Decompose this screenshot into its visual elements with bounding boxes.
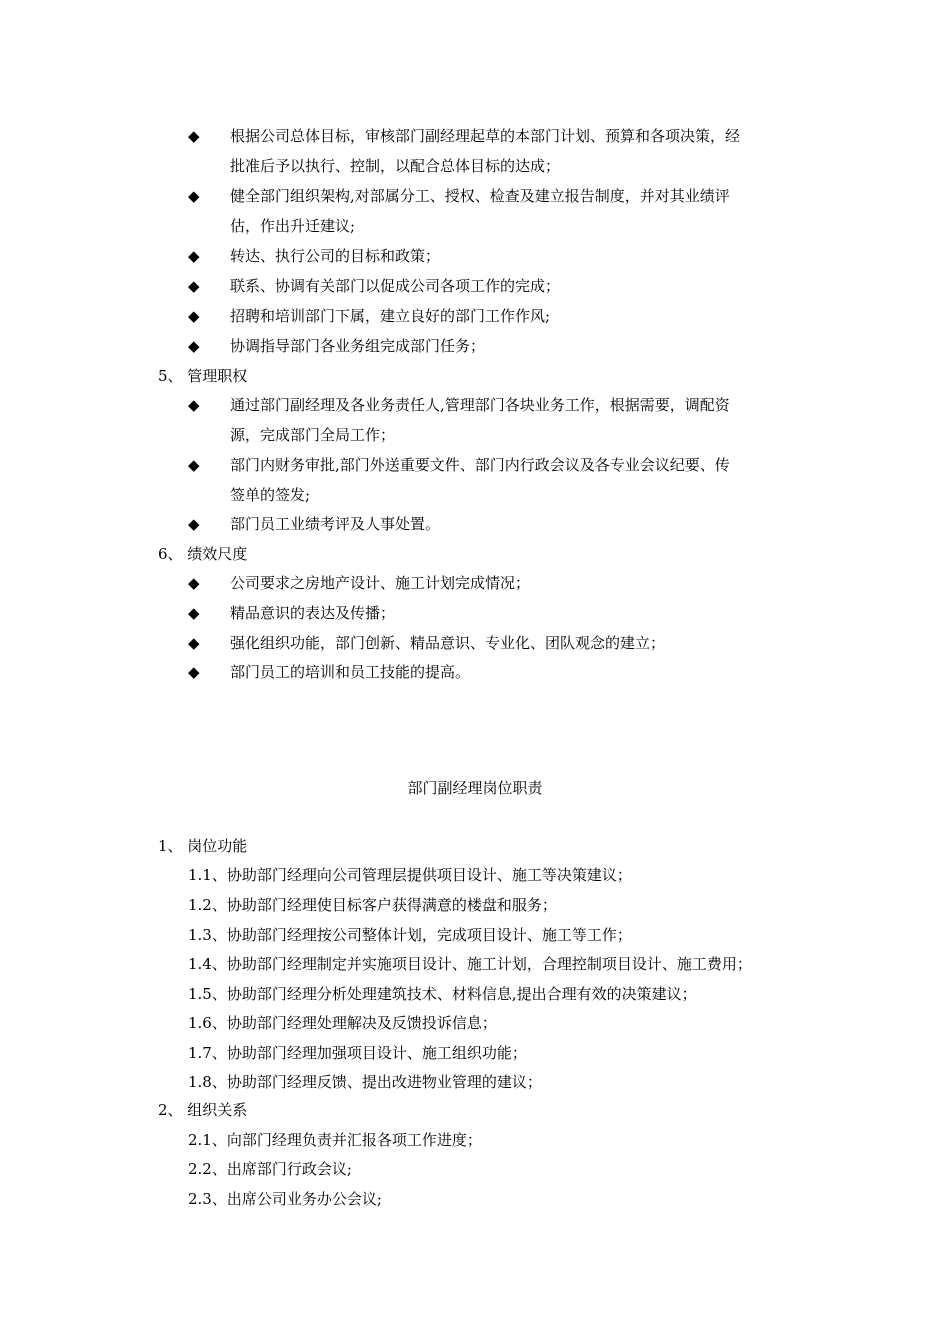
- bullet-icon: ◆: [188, 307, 200, 325]
- bullet-text: 公司要求之房地产设计、施工计划完成情况；: [230, 574, 531, 592]
- bullet-icon: ◆: [188, 634, 200, 652]
- bullet-icon: ◆: [188, 187, 200, 205]
- bullet-text-continued: 签单的签发;: [230, 486, 311, 504]
- list-item: 2.3、出席公司业务办公会议;: [188, 1190, 382, 1208]
- bullet-icon: ◆: [188, 663, 200, 681]
- bullet-text: 招聘和培训部门下属，建立良好的部门工作作风;: [230, 307, 551, 325]
- bullet-text: 精品意识的表达及传播；: [230, 604, 396, 622]
- bullet-text: 部门内财务审批,部门外送重要文件、部门内行政会议及各专业会议纪要、传: [230, 456, 730, 474]
- bullet-text: 通过部门副经理及各业务责任人,管理部门各块业务工作，根据需要，调配资: [230, 396, 730, 414]
- bullet-icon: ◆: [188, 247, 200, 265]
- bullet-icon: ◆: [188, 456, 200, 474]
- list-item: 2.1、向部门经理负责并汇报各项工作进度；: [188, 1131, 482, 1149]
- bullet-icon: ◆: [188, 337, 200, 355]
- bullet-text: 联系、协调有关部门以促成公司各项工作的完成；: [230, 277, 561, 295]
- list-item: 1.2、协助部门经理使目标客户获得满意的楼盘和服务；: [188, 896, 557, 914]
- bullet-text: 转达、执行公司的目标和政策；: [230, 247, 441, 265]
- bullet-text-continued: 源，完成部门全局工作；: [230, 426, 396, 444]
- bullet-text-continued: 估，作出升迁建议;: [230, 217, 356, 235]
- section-heading: 1、 岗位功能: [158, 837, 248, 855]
- section-heading: 6、 绩效尺度: [158, 545, 248, 563]
- bullet-icon: ◆: [188, 396, 200, 414]
- list-item: 1.8、协助部门经理反馈、提出改进物业管理的建议；: [188, 1073, 542, 1091]
- list-item: 1.7、协助部门经理加强项目设计、施工组织功能；: [188, 1044, 527, 1062]
- list-item: 2.2、出席部门行政会议;: [188, 1160, 352, 1178]
- bullet-icon: ◆: [188, 574, 200, 592]
- bullet-text: 部门员工的培训和员工技能的提高。: [230, 663, 471, 681]
- document-title: 部门副经理岗位职责: [407, 779, 543, 797]
- bullet-icon: ◆: [188, 127, 200, 145]
- bullet-text: 健全部门组织架构,对部属分工、授权、检查及建立报告制度，并对其业绩评: [230, 187, 730, 205]
- list-item: 1.6、协助部门经理处理解决及反馈投诉信息；: [188, 1014, 497, 1032]
- bullet-icon: ◆: [188, 277, 200, 295]
- bullet-text: 强化组织功能，部门创新、精品意识、专业化、团队观念的建立；: [230, 634, 666, 652]
- section-heading: 5、 管理职权: [158, 367, 248, 385]
- list-item: 1.3、协助部门经理按公司整体计划，完成项目设计、施工等工作；: [188, 926, 632, 944]
- section-heading: 2、 组织关系: [158, 1101, 248, 1119]
- bullet-icon: ◆: [188, 604, 200, 622]
- bullet-text: 根据公司总体目标，审核部门副经理起草的本部门计划、预算和各项决策，经: [230, 127, 741, 145]
- bullet-text-continued: 批准后予以执行、控制，以配合总体目标的达成；: [230, 157, 561, 175]
- list-item: 1.1、协助部门经理向公司管理层提供项目设计、施工等决策建议；: [188, 866, 632, 884]
- list-item: 1.5、协助部门经理分析处理建筑技术、材料信息,提出合理有效的决策建议；: [188, 985, 697, 1003]
- bullet-text: 协调指导部门各业务组完成部门任务；: [230, 337, 486, 355]
- list-item: 1.4、协助部门经理制定并实施项目设计、施工计划，合理控制项目设计、施工费用；: [188, 955, 752, 973]
- bullet-icon: ◆: [188, 515, 200, 533]
- bullet-text: 部门员工业绩考评及人事处置。: [230, 515, 441, 533]
